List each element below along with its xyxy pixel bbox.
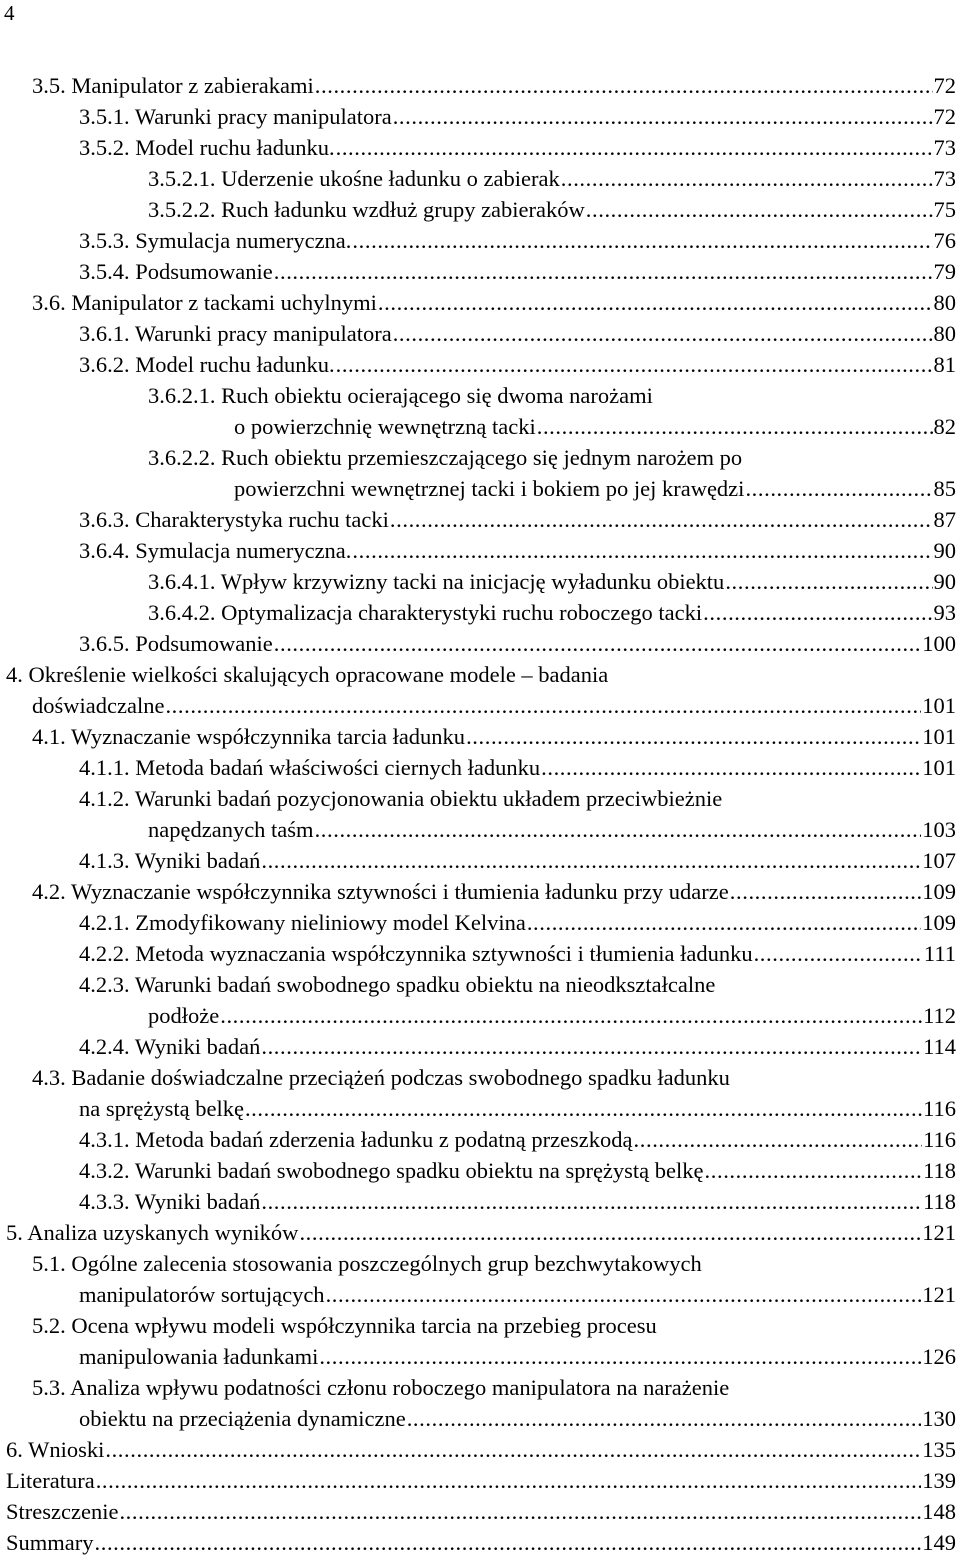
toc-entry-line: 4. Określenie wielkości skalujących opracowane modele – badania	[6, 662, 609, 687]
dot-leader	[261, 1031, 922, 1062]
toc-entry-page: 118	[923, 1189, 956, 1214]
toc-entry-title: 3.5.2. Model ruchu ładunku.	[79, 135, 335, 160]
toc-entry-page: 73	[933, 135, 956, 160]
toc-entry-title: 4.2.1. Zmodyfikowany nieliniowy model Kelvina	[79, 910, 526, 935]
toc-entry-page: 81	[933, 352, 956, 377]
toc-entry-line-final	[0, 752, 956, 783]
toc-entry-line-final	[0, 225, 956, 256]
toc-entry[interactable]	[0, 318, 956, 349]
toc-entry-title: 4.3.2. Warunki badań swobodnego spadku obiektu na sprężystą belkę	[79, 1158, 704, 1183]
toc-entry-page: 76	[933, 228, 956, 253]
toc-entry[interactable]	[0, 194, 956, 225]
dot-leader	[336, 132, 933, 163]
toc-entry-page: 148	[922, 1499, 956, 1524]
toc-entry-title: 3.6.1. Warunki pracy manipulatora	[79, 321, 392, 346]
toc-entry-line-final	[0, 1186, 956, 1217]
toc-entry-page: 90	[933, 569, 956, 594]
toc-entry[interactable]	[0, 504, 956, 535]
toc-entry-page: 101	[922, 693, 956, 718]
toc-entry-title: 5. Analiza uzyskanych wyników	[6, 1220, 299, 1245]
toc-entry[interactable]	[0, 628, 956, 659]
toc-entry-title: manipulowania ładunkami	[79, 1344, 319, 1369]
dot-leader	[393, 101, 933, 132]
toc-entry[interactable]	[0, 1465, 956, 1496]
toc-entry-title: 3.5.3. Symulacja numeryczna.	[79, 228, 352, 253]
toc-entry-page: 93	[933, 600, 956, 625]
dot-leader	[220, 1000, 922, 1031]
toc-entry-title: 4.1. Wyznaczanie współczynnika tarcia ładunku	[32, 724, 466, 749]
dot-leader	[537, 411, 933, 442]
toc-entry-line-final	[0, 1465, 956, 1496]
toc-entry-title: napędzanych taśm	[148, 817, 314, 842]
toc-entry-title: o powierzchnię wewnętrzną tacki	[234, 414, 536, 439]
toc-entry-page: 116	[923, 1127, 956, 1152]
toc-entry-line-final	[0, 194, 956, 225]
toc-entry-line-final	[0, 411, 956, 442]
toc-entry-line: 3.6.2.2. Ruch obiektu przemieszczającego się jednym narożem po	[148, 445, 743, 470]
toc-entry-line-final	[0, 1341, 956, 1372]
toc-entry-line-final	[0, 1031, 956, 1062]
toc-entry-title: 3.5. Manipulator z zabierakami	[32, 73, 314, 98]
toc-entry[interactable]	[0, 1248, 956, 1310]
toc-entry-title: 4.2.2. Metoda wyznaczania współczynnika sztywności i tłumienia ładunku	[79, 941, 753, 966]
toc-entry-line-final	[0, 1527, 956, 1558]
toc-entry-line: 5.2. Ocena wpływu modeli współczynnika tarcia na przebieg procesu	[32, 1313, 657, 1338]
toc-entry[interactable]	[0, 1155, 956, 1186]
dot-leader	[261, 845, 921, 876]
table-of-contents	[0, 70, 956, 1558]
toc-entry-page: 116	[923, 1096, 956, 1121]
toc-entry-line-final	[0, 597, 956, 628]
toc-entry-page: 109	[922, 910, 956, 935]
toc-entry-line-final	[0, 101, 956, 132]
toc-entry[interactable]	[0, 876, 956, 907]
toc-entry-line-final	[0, 1496, 956, 1527]
toc-entry[interactable]	[0, 1124, 956, 1155]
toc-entry-line-final	[0, 1217, 956, 1248]
dot-leader	[119, 1496, 921, 1527]
dot-leader	[315, 70, 933, 101]
toc-entry-line-final	[0, 814, 956, 845]
toc-entry[interactable]	[0, 907, 956, 938]
dot-leader	[274, 628, 922, 659]
dot-leader	[352, 535, 932, 566]
dot-leader	[586, 194, 933, 225]
toc-entry-page: 79	[933, 259, 956, 284]
page-number: 4	[4, 1, 15, 25]
dot-leader	[274, 256, 933, 287]
dot-leader	[299, 1217, 921, 1248]
dot-leader	[245, 1093, 922, 1124]
toc-entry-page: 118	[923, 1158, 956, 1183]
dot-leader	[754, 938, 923, 969]
toc-entry[interactable]	[0, 225, 956, 256]
toc-entry-page: 75	[933, 197, 956, 222]
toc-entry[interactable]	[0, 721, 956, 752]
toc-entry-line-final	[0, 163, 956, 194]
toc-entry[interactable]	[0, 659, 956, 721]
toc-entry[interactable]	[0, 1310, 956, 1372]
toc-entry-page: 73	[933, 166, 956, 191]
toc-entry-line-final	[0, 473, 956, 504]
toc-entry[interactable]	[0, 969, 956, 1031]
toc-entry-page: 126	[922, 1344, 956, 1369]
toc-entry-page: 101	[922, 724, 956, 749]
toc-entry-title: 3.5.4. Podsumowanie	[79, 259, 273, 284]
toc-entry-line: 4.2.3. Warunki badań swobodnego spadku obiektu na nieodkształcalne	[79, 972, 716, 997]
toc-entry[interactable]	[0, 938, 956, 969]
toc-entry[interactable]	[0, 442, 956, 504]
dot-leader	[393, 318, 933, 349]
toc-entry-page: 121	[922, 1282, 956, 1307]
dot-leader	[96, 1465, 922, 1496]
toc-entry[interactable]	[0, 535, 956, 566]
toc-entry[interactable]	[0, 132, 956, 163]
toc-entry-page: 130	[922, 1406, 956, 1431]
dot-leader	[745, 473, 932, 504]
toc-entry[interactable]	[0, 1527, 956, 1558]
toc-entry-line-final	[0, 845, 956, 876]
toc-entry[interactable]	[0, 287, 956, 318]
toc-entry-title: 3.6.2. Model ruchu ładunku.	[79, 352, 335, 377]
toc-entry-page: 80	[933, 290, 956, 315]
toc-entry-page: 101	[922, 755, 956, 780]
dot-leader	[634, 1124, 923, 1155]
toc-entry-line-final	[0, 1279, 956, 1310]
dot-leader	[165, 690, 921, 721]
toc-entry-title: Streszczenie	[6, 1499, 119, 1524]
toc-entry-title: podłoże	[148, 1003, 220, 1028]
toc-entry-page: 149	[922, 1530, 956, 1555]
toc-entry-line-final	[0, 1124, 956, 1155]
toc-entry-page: 103	[922, 817, 956, 842]
dot-leader	[705, 1155, 923, 1186]
toc-entry[interactable]	[0, 1217, 956, 1248]
dot-leader	[541, 752, 921, 783]
toc-entry-title: na sprężystą belkę	[79, 1096, 244, 1121]
toc-entry-line-final	[0, 1403, 956, 1434]
dot-leader	[561, 163, 933, 194]
toc-entry-title: 4.3.3. Wyniki badań	[79, 1189, 261, 1214]
toc-entry-line-final	[0, 938, 956, 969]
toc-entry[interactable]	[0, 1062, 956, 1124]
toc-entry-title: powierzchni wewnętrznej tacki i bokiem po jej krawędzi	[234, 476, 745, 501]
toc-entry[interactable]	[0, 380, 956, 442]
dot-leader	[725, 566, 932, 597]
toc-entry-line-final	[0, 535, 956, 566]
toc-entry-title: 3.5.2.1. Uderzenie ukośne ładunku o zabierak	[148, 166, 560, 191]
toc-entry-line-final	[0, 1434, 956, 1465]
toc-entry-page: 100	[922, 631, 956, 656]
toc-entry-title: Literatura	[6, 1468, 95, 1493]
toc-entry-line-final	[0, 907, 956, 938]
toc-entry-title: 3.5.1. Warunki pracy manipulatora	[79, 104, 392, 129]
dot-leader	[315, 814, 922, 845]
toc-entry-title: 3.6.5. Podsumowanie	[79, 631, 273, 656]
toc-entry-title: 4.2.4. Wyniki badań	[79, 1034, 261, 1059]
toc-entry[interactable]	[0, 783, 956, 845]
toc-entry[interactable]	[0, 597, 956, 628]
toc-entry-page: 109	[922, 879, 956, 904]
toc-entry-title: 3.5.2.2. Ruch ładunku wzdłuż grupy zabieraków	[148, 197, 585, 222]
toc-entry-page: 85	[933, 476, 956, 501]
toc-entry-title: Summary	[6, 1530, 94, 1555]
dot-leader	[378, 287, 933, 318]
dot-leader	[352, 225, 932, 256]
toc-entry-title: 4.2. Wyznaczanie współczynnika sztywności i tłumienia ładunku przy udarze	[32, 879, 729, 904]
dot-leader	[336, 349, 933, 380]
toc-entry[interactable]	[0, 1434, 956, 1465]
toc-entry-title: doświadczalne	[32, 693, 165, 718]
toc-entry-title: 6. Wnioski	[6, 1437, 105, 1462]
toc-entry-page: 82	[933, 414, 956, 439]
dot-leader	[390, 504, 933, 535]
toc-entry-title: obiektu na przeciążenia dynamiczne	[79, 1406, 406, 1431]
toc-entry[interactable]	[0, 70, 956, 101]
toc-entry-page: 107	[922, 848, 956, 873]
toc-entry[interactable]	[0, 163, 956, 194]
dot-leader	[703, 597, 932, 628]
toc-entry-page: 72	[933, 104, 956, 129]
toc-entry[interactable]	[0, 1031, 956, 1062]
toc-entry-page: 112	[923, 1003, 956, 1028]
toc-entry-line-final	[0, 721, 956, 752]
toc-entry-title: manipulatorów sortujących	[79, 1282, 325, 1307]
dot-leader	[326, 1279, 922, 1310]
toc-entry-line: 3.6.2.1. Ruch obiektu ocierającego się dwoma narożami	[148, 383, 653, 408]
dot-leader	[527, 907, 921, 938]
toc-entry-line: 5.3. Analiza wpływu podatności członu roboczego manipulatora na narażenie	[32, 1375, 730, 1400]
toc-entry-line-final	[0, 132, 956, 163]
toc-entry-line-final	[0, 1093, 956, 1124]
toc-entry[interactable]	[0, 845, 956, 876]
dot-leader	[466, 721, 921, 752]
toc-entry[interactable]	[0, 1186, 956, 1217]
toc-entry-page: 87	[933, 507, 956, 532]
toc-entry-page: 90	[933, 538, 956, 563]
toc-entry-title: 3.6.4.2. Optymalizacja charakterystyki ruchu roboczego tacki	[148, 600, 703, 625]
toc-entry-page: 72	[933, 73, 956, 98]
toc-entry[interactable]	[0, 256, 956, 287]
toc-entry-title: 4.1.3. Wyniki badań	[79, 848, 261, 873]
dot-leader	[730, 876, 921, 907]
toc-entry-line-final	[0, 256, 956, 287]
toc-entry-line-final	[0, 70, 956, 101]
toc-entry-title: 4.1.1. Metoda badań właściwości ciernych ładunku	[79, 755, 541, 780]
toc-entry-line-final	[0, 690, 956, 721]
toc-entry-line-final	[0, 876, 956, 907]
toc-entry-page: 80	[933, 321, 956, 346]
toc-entry-title: 3.6.4.1. Wpływ krzywizny tacki na inicjację wyładunku obiektu	[148, 569, 725, 594]
toc-entry[interactable]	[0, 349, 956, 380]
toc-entry[interactable]	[0, 752, 956, 783]
toc-entry-page: 111	[923, 941, 956, 966]
dot-leader	[261, 1186, 922, 1217]
toc-entry-line: 4.1.2. Warunki badań pozycjonowania obiektu układem przeciwbieżnie	[79, 786, 723, 811]
toc-entry-title: 3.6. Manipulator z tackami uchylnymi	[32, 290, 377, 315]
toc-entry-page: 139	[922, 1468, 956, 1493]
toc-entry-line-final	[0, 566, 956, 597]
toc-entry-line-final	[0, 1000, 956, 1031]
toc-entry-page: 114	[923, 1034, 956, 1059]
toc-entry-title: 3.6.4. Symulacja numeryczna.	[79, 538, 352, 563]
toc-entry[interactable]	[0, 101, 956, 132]
dot-leader	[95, 1527, 922, 1558]
dot-leader	[407, 1403, 922, 1434]
toc-entry[interactable]	[0, 566, 956, 597]
toc-entry-page: 135	[922, 1437, 956, 1462]
toc-entry-title: 4.3.1. Metoda badań zderzenia ładunku z podatną przeszkodą	[79, 1127, 633, 1152]
toc-entry-line-final	[0, 628, 956, 659]
toc-entry[interactable]	[0, 1372, 956, 1434]
toc-entry-line-final	[0, 318, 956, 349]
toc-entry[interactable]	[0, 1496, 956, 1527]
toc-entry-page: 121	[922, 1220, 956, 1245]
dot-leader	[319, 1341, 921, 1372]
toc-entry-line-final	[0, 504, 956, 535]
toc-entry-line-final	[0, 287, 956, 318]
toc-entry-line: 4.3. Badanie doświadczalne przeciążeń podczas swobodnego spadku ładunku	[32, 1065, 730, 1090]
toc-entry-line-final	[0, 349, 956, 380]
toc-entry-line-final	[0, 1155, 956, 1186]
toc-entry-title: 3.6.3. Charakterystyka ruchu tacki	[79, 507, 389, 532]
dot-leader	[105, 1434, 921, 1465]
toc-entry-line: 5.1. Ogólne zalecenia stosowania poszczególnych grup bezchwytakowych	[32, 1251, 702, 1276]
